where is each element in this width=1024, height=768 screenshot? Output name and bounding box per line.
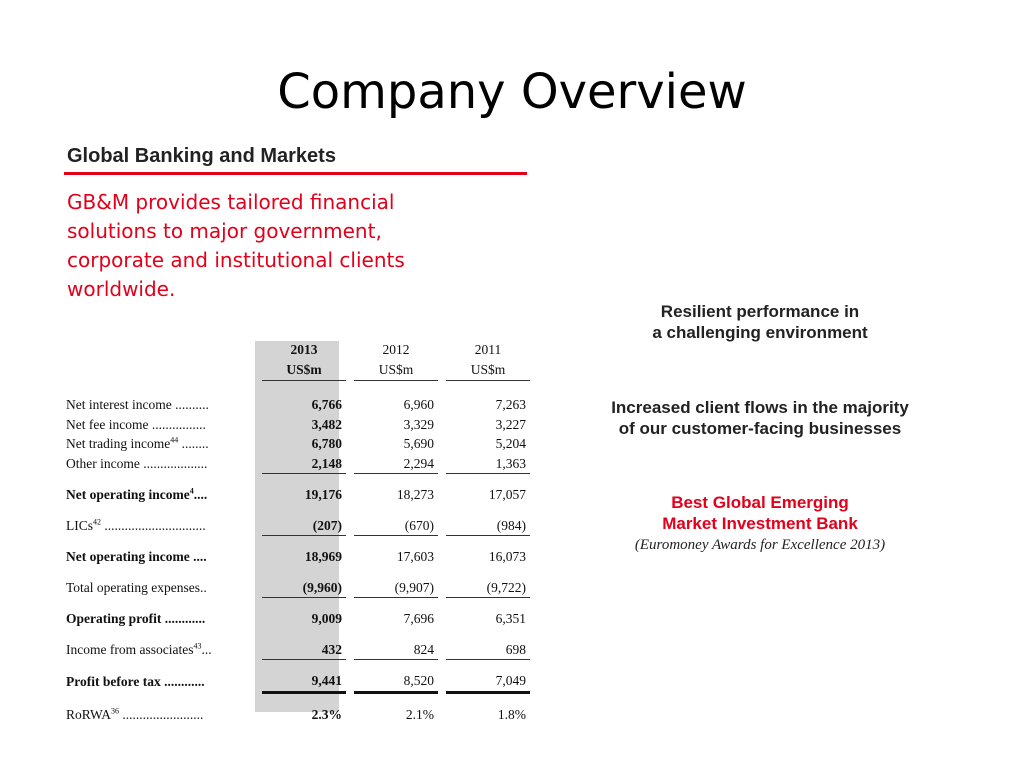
row-label: Net operating income$^4$....: [66, 486, 208, 502]
col-unit-2013: US$m: [262, 360, 346, 381]
financial-summary-table: [63, 340, 530, 724]
table-row: Total operating expenses.. (9,960) (9,907) (9,722): [63, 578, 530, 598]
table-row: Net fee income ................ 3,482 3,329 3,227: [63, 415, 530, 435]
client-flows-statement: Increased client flows in the majority of our customer-facing businesses: [611, 398, 909, 438]
row-label: Net operating income ....: [66, 549, 207, 564]
row-label: Net trading income$^{44}$ ........: [66, 435, 209, 451]
row-label: Net fee income ................: [66, 416, 206, 432]
award-source: (Euromoney Awards for Excellence 2013): [634, 537, 886, 553]
row-label: Income from associates$^{43}$...: [66, 641, 212, 657]
row-label: Total operating expenses..: [66, 579, 207, 595]
resilient-performance-statement: Resilient performance in a challenging environment: [652, 302, 868, 342]
table-row: RoRWA$^{36}$ ........................ 2.3% 2.1% 1.8%: [63, 705, 530, 725]
row-label: Other income ...................: [66, 455, 208, 471]
row-label: LICs$^{42}$ ..............................: [66, 517, 206, 533]
section-heading: Global Banking and Markets: [67, 145, 336, 167]
red-divider: [64, 172, 527, 175]
table-row: Income from associates$^{43}$... 432 824 698: [63, 640, 530, 660]
table-row: Net operating income$^4$.... 19,176 18,273 17,057: [63, 485, 530, 505]
table-header-year-row: [63, 340, 530, 360]
table-row: Operating profit ............ 9,009 7,696 6,351: [63, 609, 530, 629]
col-year-2013: 2013: [290, 342, 318, 357]
col-year-2011: 2011: [474, 342, 502, 357]
row-label: Profit before tax ............: [66, 673, 205, 689]
slide-title: Company Overview: [277, 64, 747, 120]
table-row: Net trading income$^{44}$ ........ 6,780 5,690 5,204: [63, 434, 530, 454]
row-label: Operating profit ............: [66, 611, 206, 626]
col-year-2012: 2012: [382, 342, 410, 357]
table-row: Net interest income .......... 6,766 6,960 7,263: [63, 395, 530, 415]
table-row: Profit before tax ............ 9,441 8,520 7,049: [63, 671, 530, 692]
table-header-unit-row: [63, 360, 530, 381]
award-title: Best Global Emerging Market Investment Bank: [662, 493, 858, 533]
table-row: Other income ................... 2,148 2,294 1,363: [63, 454, 530, 474]
col-unit-2012: US$m: [354, 360, 438, 381]
row-label: Net interest income ..........: [66, 397, 209, 412]
col-unit-2011: US$m: [446, 360, 530, 381]
section-tagline: GB&M provides tailored financial solutions to major government, corporate and institutional clients worldwide.: [67, 190, 405, 301]
table-row: LICs$^{42}$ .............................. (207) (670) (984): [63, 516, 530, 536]
row-label: RoRWA$^{36}$ ........................: [66, 706, 204, 722]
table-row: Net operating income .... 18,969 17,603 16,073: [63, 547, 530, 567]
